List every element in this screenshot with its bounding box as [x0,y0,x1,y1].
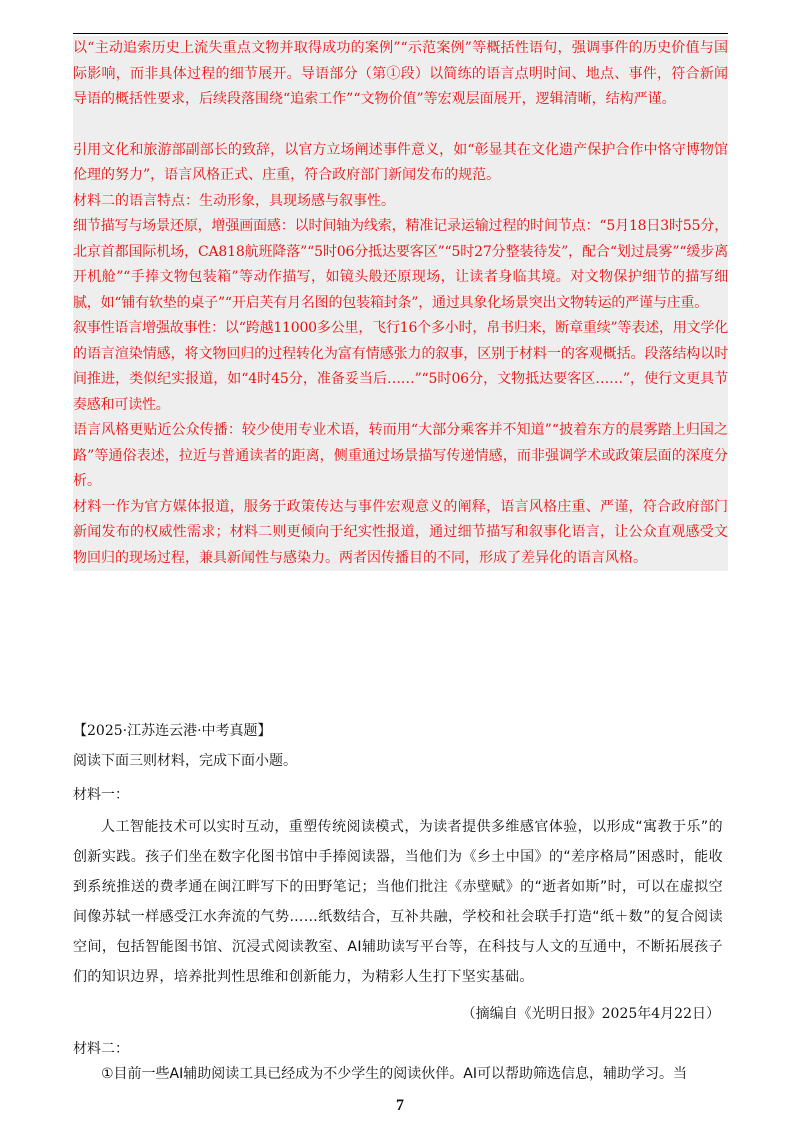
answer-analysis-block [73,36,728,571]
material2-label: 材料二： [73,1041,129,1057]
answer-paragraph: 语言风格更贴近公众传播：较少使用专业术语，转而用“大部分乘客并不知道”“披着东方的晨雾踏上归国之路”等通俗表述，拉近与普通读者的距离，侧重通过场景描写传递情感，而非强调学术或政策层面的深度分析。 [73,422,728,489]
material1-label: 材料一： [73,787,129,803]
answer-paragraph: 材料二的语言特点：生动形象，具现场感与叙事性。 [73,192,395,209]
answer-paragraph: 叙事性语言增强故事性：以“跨越11000多公里，飞行16个多小时，帛书归来，断章重续”等表述，用文学化的语言渲染情感，将文物回归的过程转化为富有情感张力的叙事，区别于材料一的客观概括。段落结构以时间推进，类似纪实报道，如“4时45分，准备妥当后……”“5时06分，文物抵达要客区……”，使行文更具节奏感和可读性。 [73,320,728,413]
answer-paragraph: 材料一作为官方媒体报道，服务于政策传达与事件宏观意义的阐释，语言风格庄重、严谨，符合政府部门新闻发布的权威性需求；材料二则更倾向于纪实性报道，通过细节描写和叙事化语言，让公众直观感受文物回归的现场过程，兼具新闻性与感染力。两者因传播目的不同，形成了差异化的语言风格。 [73,498,728,566]
material1-text: 人工智能技术可以实时互动，重塑传统阅读模式，为读者提供多维感官体验，以形成“寓教于乐”的创新实践。孩子们坐在数字化图书馆中手捧阅读器，当他们为《乡土中国》的“差序格局”困惑时，能收到系统推送的费孝通在闽江畔写下的田野笔记；当他们批注《赤壁赋》的“逝者如斯”时，可以在虚拟空间像苏轼一样感受江水奔流的气势……纸数结合，互补共融，学校和社会联手打造“纸＋数”的复合阅读空间，包括智能图书馆、沉浸式阅读教室、AI辅助读写平台等，在科技与人文的互通中，不断拓展孩子们的知识边界，培养批判性思维和创新能力，为精彩人生打下坚实基础。 [73,819,723,985]
page-number: 7 [396,1097,404,1114]
paragraph-gap [73,113,728,138]
answer-paragraph: 细节描写与场景还原，增强画面感：以时间轴为线索，精准记录运输过程的时间节点：“5月18日3时55分，北京首都国际机场，CA818航班降落”“5时06分抵达要客区”“5时27分整装待发”，配合“划过晨雾”“缓步离开机舱”“手捧文物包装箱”等动作描写，如镜头般还原现场，让读者身临其境。对文物保护细节的描写细腻，如“铺有软垫的桌子”“开启芙有月名图的包装箱封条”，通过具象化场景突出文物转运的严谨与庄重。 [73,218,728,311]
material2-text: ①目前一些AI辅助阅读工具已经成为不少学生的阅读伙伴。AI可以帮助筛选信息，辅助学习。当 [101,1066,687,1082]
answer-paragraph: 以“主动追索历史上流失重点文物并取得成功的案例”“示范案例”等概括性语句，强调事件的历史价值与国际影响，而非具体过程的细节展开。导语部分（第①段）以简练的语言点明时间、地点、事件，符合新闻导语的概括性要求，后续段落围绕“追索工作”“文物价值”等宏观层面展开，逻辑清晰，结构严谨。 [73,40,728,107]
material1-source: （摘编自《光明日报》2025年4月22日） [461,1006,720,1022]
answer-paragraph: 引用文化和旅游部副部长的致辞，以官方立场阐述事件意义，如“彰显其在文化遗产保护合作中恪守博物馆伦理的努力”，语言风格正式、庄重，符合政府部门新闻发布的规范。 [73,141,728,183]
question-instruction: 阅读下面三则材料，完成下面小题。 [73,753,297,769]
exam-tag: 【2025·江苏连云港·中考真题】 [73,723,272,739]
top-rule [73,33,728,34]
